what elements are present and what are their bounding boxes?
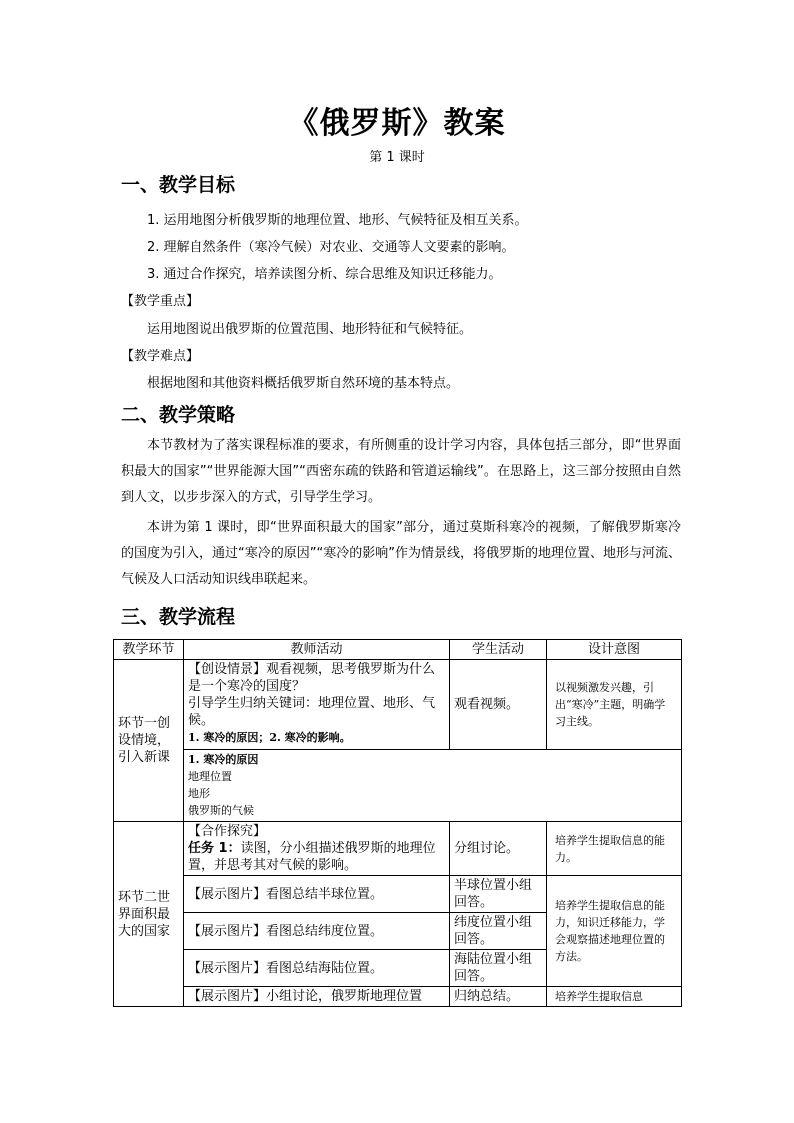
difficulty-label: 【教学难点】 — [121, 349, 200, 364]
teacher-activity-cell: 【展示图片】看图总结海陆位置。 — [184, 950, 450, 987]
teacher-activity-text: 【合作探究】 — [188, 824, 267, 839]
design-intent-cell: 培养学生提取信息的能力。 — [547, 822, 682, 876]
objective-item: 3. 通过合作探究，培养读图分析、综合思维及知识迁移能力。 — [147, 267, 502, 282]
table-header-cell: 教学环节 — [114, 640, 184, 660]
strategy-paragraph: 本节教材为了落实课程标准的要求，有所侧重的设计学习内容，具体包括三部分，即“世界面积最大的国家”“世界能源大国”“西密东疏的铁路和管道运输线”。在思路上，这三部分按照由自然到人文，以步步深入的方式，引导学生学习。 — [121, 438, 681, 505]
teacher-activity-cell: 【展示图片】看图总结半球位置。 — [184, 876, 450, 913]
table-header-cell: 设计意图 — [547, 640, 682, 660]
table-row — [114, 876, 682, 913]
student-activity-cell: 归纳总结。 — [450, 987, 547, 1007]
key-point-text: 运用地图说出俄罗斯的位置范围、地形特征和气候特征。 — [147, 322, 473, 337]
table-row — [114, 987, 682, 1007]
table-row — [114, 660, 682, 750]
student-activity-cell: 海陆位置小组回答。 — [450, 950, 547, 987]
teacher-activity-emphasis: 1. 寒冷的原因；2. 寒冷的影响。 — [188, 731, 351, 744]
teacher-activity-cell: 【展示图片】看图总结纬度位置。 — [184, 913, 450, 950]
stage-name-cell: 环节一创设情境，引入新课 — [114, 660, 184, 822]
task-label: 任务 1： — [188, 841, 241, 856]
board-notes-cell — [184, 750, 682, 822]
teacher-activity-cell — [184, 660, 450, 750]
strategy-paragraph: 本讲为第 1 课时，即“世界面积最大的国家”部分，通过莫斯科寒冷的视频，了解俄罗斯寒冷的国度为引入，通过“寒冷的原因”“寒冷的影响”作为情景线，将俄罗斯的地理位置、地形与河流、气候及人口活动知识线串联起来。 — [121, 520, 681, 587]
key-point-label: 【教学重点】 — [121, 294, 200, 309]
page-title: 《俄罗斯》教案 — [288, 106, 506, 141]
teacher-activity-text — [188, 840, 445, 874]
student-activity-cell: 半球位置小组回答。 — [450, 876, 547, 913]
objective-item: 1. 运用地图分析俄罗斯的地理位置、地形、气候特征及相互关系。 — [147, 213, 528, 228]
page-subtitle: 第 1 课时 — [369, 150, 425, 165]
board-notes-title: 1. 寒冷的原因 — [188, 753, 259, 766]
section-heading-objectives: 一、教学目标 — [121, 174, 236, 196]
section-heading-flow: 三、教学流程 — [121, 606, 236, 628]
student-activity-cell: 纬度位置小组回答。 — [450, 913, 547, 950]
section-heading-strategy: 二、教学策略 — [121, 404, 236, 426]
design-intent-cell: 以视频激发兴趣，引出“寒冷”主题，明确学习主线。 — [547, 660, 682, 750]
teaching-flow-table — [113, 639, 682, 1007]
design-intent-cell: 培养学生提取信息 — [547, 987, 682, 1007]
table-row — [114, 750, 682, 822]
stage-name-cell: 环节二世界面积最大的国家 — [114, 822, 184, 1007]
board-notes-item: 地形 — [188, 787, 210, 800]
teacher-activity-text: 【创设情景】观看视频，思考俄罗斯为什么是一个寒冷的国度？ — [188, 662, 436, 694]
table-row — [114, 822, 682, 876]
difficulty-text: 根据地图和其他资料概括俄罗斯自然环境的基本特点。 — [147, 376, 460, 391]
teacher-activity-text: 引导学生归纳关键词：地理位置、地形、气候。 — [188, 696, 436, 728]
table-header-cell: 教师活动 — [184, 640, 450, 660]
teacher-activity-cell: 【展示图片】小组讨论，俄罗斯地理位置 — [184, 987, 450, 1007]
design-intent-cell: 培养学生提取信息的能力，知识迁移能力，学会观察描述地理位置的方法。 — [547, 876, 682, 987]
teacher-activity-cell — [184, 822, 450, 876]
objective-item: 2. 理解自然条件（寒冷气候）对农业、交通等人文要素的影响。 — [147, 240, 515, 255]
task-text: 读图，分小组描述俄罗斯的地理位置，并思考其对气候的影响。 — [188, 841, 436, 873]
student-activity-cell: 分组讨论。 — [450, 822, 547, 876]
board-notes-item: 地理位置 — [188, 770, 232, 783]
student-activity-cell: 观看视频。 — [450, 660, 547, 750]
table-header-row — [114, 640, 682, 660]
board-notes-item: 俄罗斯的气候 — [188, 804, 254, 817]
table-header-cell: 学生活动 — [450, 640, 547, 660]
